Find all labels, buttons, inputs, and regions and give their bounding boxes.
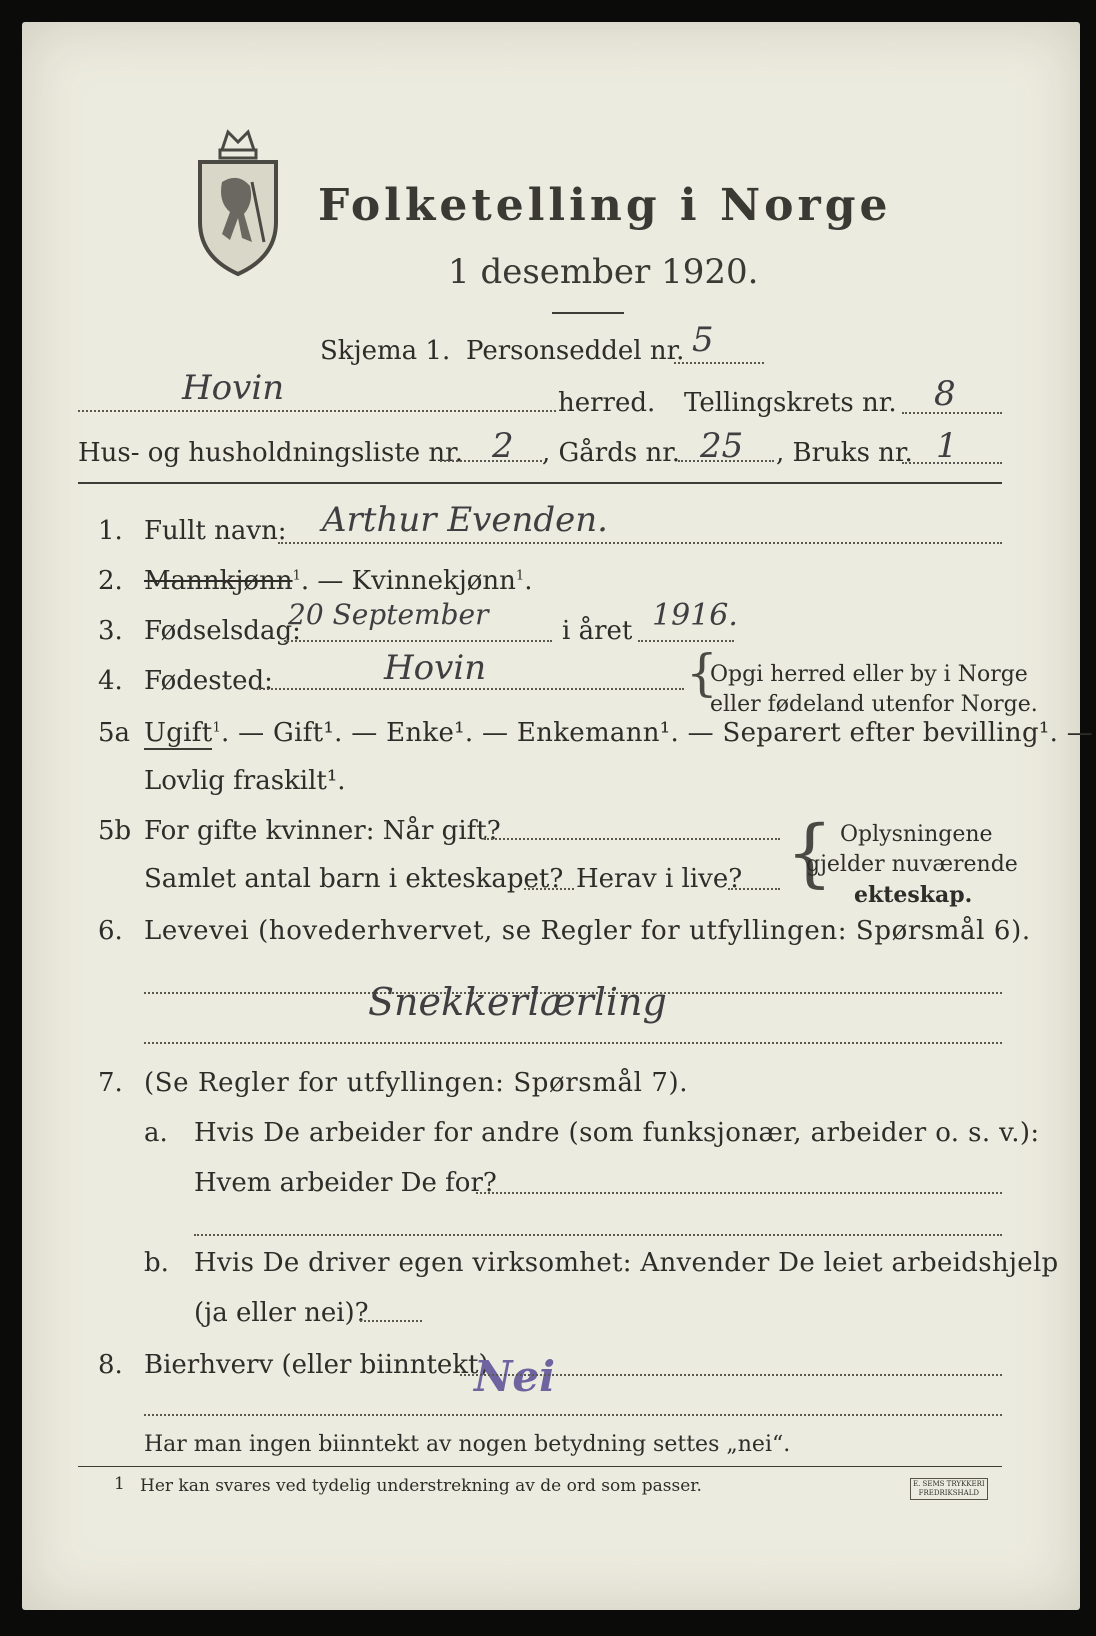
norway-coat-of-arms-icon bbox=[192, 122, 284, 282]
q7a-field-line2 bbox=[194, 1234, 1002, 1236]
q7b-text: Hvis De driver egen virksomhet: Anvender De leiet arbeidshjelp bbox=[194, 1248, 1059, 1278]
q1-label: Fullt navn: bbox=[144, 516, 287, 546]
schema-label: Skjema 1. bbox=[320, 336, 451, 366]
q8-number: 8. bbox=[98, 1350, 123, 1380]
q5b-note-line1: Oplysningene bbox=[840, 822, 993, 847]
q4-birthplace-value: Hovin bbox=[384, 648, 487, 688]
q5b-note-line3: ekteskap. bbox=[854, 882, 973, 908]
q7a-question: Hvem arbeider De for? bbox=[194, 1168, 497, 1198]
q2-female-option: Kvinnekjønn bbox=[351, 566, 516, 596]
q7-label: (Se Regler for utfyllingen: Spørsmål 7). bbox=[144, 1068, 689, 1098]
bruks-value: 1 bbox=[936, 426, 958, 466]
q5a-options: Ugift$^1$. — Gift¹. — Enke¹. — Enkemann¹. — Separert efter bevilling¹. — bbox=[144, 718, 1094, 748]
personseddel-value: 5 bbox=[692, 320, 714, 360]
q1-full-name-value: Arthur Evenden. bbox=[322, 500, 608, 540]
q7a-field-line1 bbox=[476, 1192, 1002, 1194]
q6-label: Levevei (hovederhvervet, se Regler for utfyllingen: Spørsmål 6). bbox=[144, 916, 1031, 946]
q3-year-field bbox=[638, 640, 734, 642]
q2-separator: . — bbox=[300, 566, 352, 596]
q5b-children-label: Samlet antal barn i ekteskapet? bbox=[144, 864, 564, 894]
q4-label: Fødested: bbox=[144, 666, 273, 696]
footnote-mark: 1 bbox=[114, 1474, 125, 1494]
q4-note-line2: eller fødeland utenfor Norge. bbox=[710, 692, 1038, 717]
q5b-alive-label: Herav i live? bbox=[576, 864, 743, 894]
q7a-letter: a. bbox=[144, 1118, 168, 1148]
printer-stamp bbox=[910, 1478, 988, 1500]
q7b-letter: b. bbox=[144, 1248, 169, 1278]
q7a-text: Hvis De arbeider for andre (som funksjonær, arbeider o. s. v.): bbox=[194, 1118, 1040, 1148]
printer-stamp-line1: E. SEMS TRYKKERI bbox=[913, 1480, 985, 1488]
personseddel-label: Personseddel nr. bbox=[466, 336, 685, 366]
q5a-other-options: . — Gift¹. — Enke¹. — Enkemann¹. — Separert efter bevilling¹. — bbox=[221, 718, 1094, 748]
title-divider bbox=[552, 312, 624, 314]
q4-number: 4. bbox=[98, 666, 123, 696]
q5a-line2: Lovlig fraskilt¹. bbox=[144, 766, 346, 796]
municipality-field bbox=[78, 410, 556, 412]
q8-note: Har man ingen biinntekt av nogen betydning settes „nei“. bbox=[144, 1432, 791, 1457]
q5b-note-line2: gjelder nuværende bbox=[806, 852, 1018, 877]
q5a-ugift-selected: Ugift bbox=[144, 718, 213, 748]
household-list-field bbox=[440, 460, 542, 462]
q7b-question: (ja eller nei)? bbox=[194, 1298, 369, 1328]
household-list-label: Hus- og husholdningsliste nr. bbox=[78, 438, 464, 468]
footnote-rule bbox=[78, 1466, 1002, 1467]
form-title: Folketelling i Norge bbox=[318, 180, 892, 231]
census-form bbox=[22, 22, 1094, 1610]
q8-field-line1 bbox=[460, 1374, 1002, 1376]
q5a-number: 5a bbox=[98, 718, 131, 748]
q8-label: Bierhverv (eller biinntekt) bbox=[144, 1350, 489, 1380]
q1-number: 1. bbox=[98, 516, 123, 546]
q3-year-label: i året bbox=[562, 616, 633, 646]
footnote-text: Her kan svares ved tydelig understrekning av de ord som passer. bbox=[140, 1476, 702, 1496]
q5b-alive-field bbox=[728, 888, 780, 890]
q8-value: Nei bbox=[474, 1352, 556, 1401]
q3-birthday-field bbox=[284, 640, 552, 642]
q4-bracket: { bbox=[686, 644, 718, 702]
q7b-field bbox=[360, 1320, 422, 1322]
q8-field-line2 bbox=[144, 1414, 1002, 1416]
herred-label: herred. bbox=[558, 388, 656, 418]
bruks-field bbox=[902, 462, 1002, 464]
municipality-value: Hovin bbox=[182, 368, 285, 408]
q2-number: 2. bbox=[98, 566, 123, 596]
gards-field bbox=[678, 460, 774, 462]
q7-number: 7. bbox=[98, 1068, 123, 1098]
q6-field-line2 bbox=[144, 1042, 1002, 1044]
q2-options: Mannkjønn$^1$. — Kvinnekjønn$^1$. bbox=[144, 566, 533, 596]
q2-male-option: Mannkjønn bbox=[144, 566, 293, 596]
q5b-children-field bbox=[524, 888, 574, 890]
gards-label: , Gårds nr. bbox=[542, 438, 681, 468]
q4-field bbox=[256, 688, 684, 690]
q5b-married-field bbox=[484, 838, 780, 840]
printer-stamp-line2: FREDRIKSHALD bbox=[918, 1489, 979, 1497]
tellingskrets-value: 8 bbox=[934, 374, 956, 414]
q2-end: . bbox=[524, 566, 533, 596]
gards-value: 25 bbox=[700, 426, 744, 466]
census-date: 1 desember 1920. bbox=[448, 252, 759, 292]
q4-note-line1: Opgi herred eller by i Norge bbox=[710, 662, 1028, 687]
q1-field bbox=[278, 542, 1002, 544]
household-list-value: 2 bbox=[492, 426, 514, 466]
q6-occupation-value: Snekkerlærling bbox=[368, 980, 667, 1024]
tellingskrets-label: Tellingskrets nr. bbox=[684, 388, 897, 418]
q5b-married-when: For gifte kvinner: Når gift? bbox=[144, 816, 501, 846]
personseddel-field bbox=[674, 362, 764, 364]
q5b-bracket: { bbox=[786, 810, 834, 896]
q3-label: Fødselsdag: bbox=[144, 616, 301, 646]
header-rule bbox=[78, 482, 1002, 484]
q5b-number: 5b bbox=[98, 816, 132, 846]
q3-birthday-value: 20 September bbox=[288, 598, 489, 631]
q6-number: 6. bbox=[98, 916, 123, 946]
q3-year-value: 1916. bbox=[652, 598, 738, 633]
q3-number: 3. bbox=[98, 616, 123, 646]
bruks-label: , Bruks nr. bbox=[776, 438, 913, 468]
tellingskrets-field bbox=[902, 412, 1002, 414]
